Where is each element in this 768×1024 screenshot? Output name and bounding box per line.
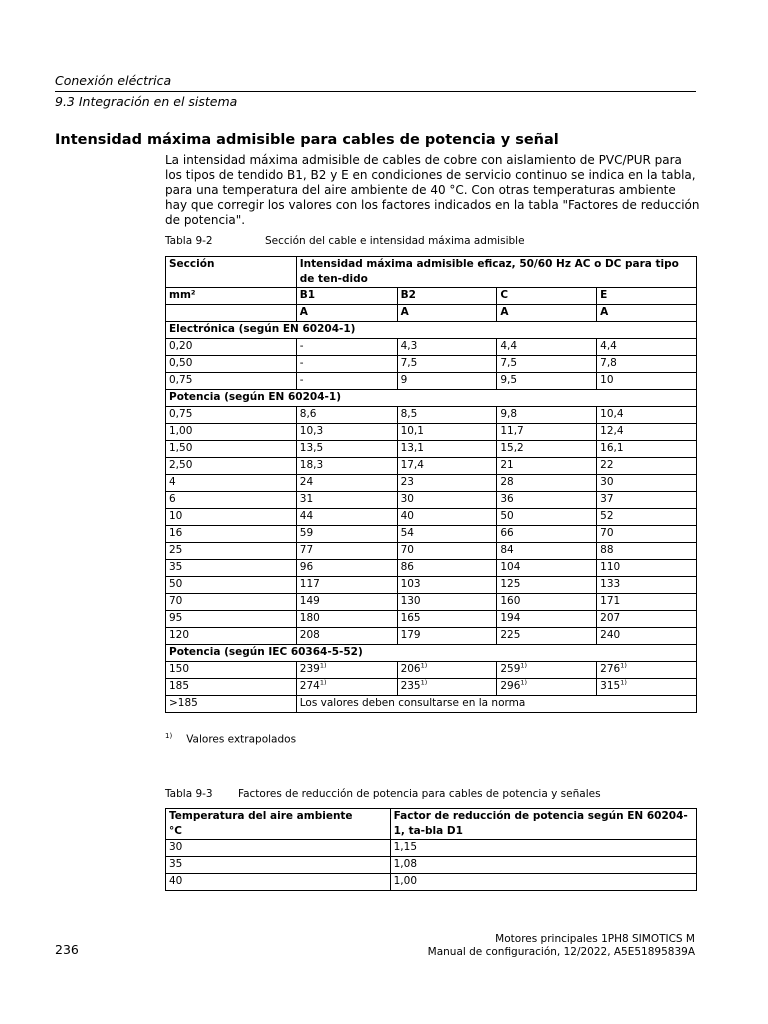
temperature-cell: 40: [166, 874, 391, 891]
current-cell: [397, 492, 497, 509]
cell-value: 9,5: [500, 374, 518, 386]
current-cell: [296, 492, 397, 509]
section-cell: [166, 662, 297, 679]
cell-value: 22: [600, 459, 614, 471]
table-row: [166, 662, 697, 679]
current-cell: [497, 339, 597, 356]
table-row: [166, 628, 697, 645]
chapter-header: Conexión eléctrica: [55, 73, 172, 88]
section-cell: [166, 475, 297, 492]
type-c: C: [497, 288, 597, 305]
section-cell: [166, 407, 297, 424]
section-header: 9.3 Integración en el sistema: [55, 94, 238, 109]
cell-value: 44: [299, 510, 314, 522]
table1-footnote: [165, 732, 296, 746]
current-cell: [597, 526, 697, 543]
section-cell: >185: [166, 696, 297, 713]
cell-value: 149: [299, 595, 320, 607]
current-cell: [397, 509, 497, 526]
unit-c: A: [497, 305, 597, 322]
derating-header-temp-label: Temperatura del aire ambiente: [169, 810, 353, 822]
cell-value: 54: [400, 527, 414, 539]
derating-table-body: [166, 809, 697, 891]
cell-value: 179: [400, 629, 421, 641]
current-cell: [296, 339, 397, 356]
group-title: Electrónica (según EN 60204-1): [166, 322, 697, 339]
table1-caption: [165, 235, 525, 247]
cell-value: 17,4: [400, 459, 424, 471]
cell-value: 70: [400, 544, 414, 556]
footnote-ref: 1): [319, 661, 327, 670]
group-header-row: [166, 322, 697, 339]
cell-value: 4,3: [400, 340, 418, 352]
current-cell: [497, 475, 597, 492]
current-cell: [397, 339, 497, 356]
table1-caption-number: Tabla 9-2: [165, 235, 213, 247]
unit-empty: [166, 305, 297, 322]
current-cell: [497, 560, 597, 577]
table2-caption: [165, 788, 601, 800]
cell-value: 84: [500, 544, 514, 556]
table-row: [166, 356, 697, 373]
cell-value: 130: [400, 595, 421, 607]
cell-value: 70: [600, 527, 614, 539]
current-cell: [397, 679, 497, 696]
table-row: [166, 458, 697, 475]
table-row: [166, 577, 697, 594]
cell-value: 4,4: [500, 340, 518, 352]
cell-value: 8,5: [400, 408, 418, 420]
cell-value: 16,1: [600, 442, 624, 454]
table-row: [166, 407, 697, 424]
section-cell: [166, 526, 297, 543]
cell-value: 125: [500, 578, 521, 590]
unit-label: mm²: [166, 288, 297, 305]
derating-header-temp-unit: °C: [169, 825, 182, 837]
cell-value: 96: [299, 561, 314, 573]
cell-value: 117: [299, 578, 320, 590]
table-row: [166, 526, 697, 543]
section-cell: [166, 611, 297, 628]
cell-value: 88: [600, 544, 614, 556]
current-cell: [497, 492, 597, 509]
cell-value: 70: [169, 595, 183, 607]
current-cell: [296, 594, 397, 611]
current-cell: [397, 526, 497, 543]
derating-row: [166, 840, 697, 857]
table-type-row: [166, 288, 697, 305]
table-row: [166, 611, 697, 628]
cell-value: 10,4: [600, 408, 624, 420]
current-cell: [296, 441, 397, 458]
current-cell: [397, 407, 497, 424]
unit-b2: A: [397, 305, 497, 322]
section-cell: [166, 577, 297, 594]
temperature-cell: 30: [166, 840, 391, 857]
group-header-row: [166, 390, 697, 407]
current-cell: [397, 441, 497, 458]
cell-value: 7,5: [500, 357, 518, 369]
cell-value: 160: [500, 595, 521, 607]
current-cell: [497, 611, 597, 628]
footnote-ref: 1): [420, 661, 428, 670]
cell-value: 150: [169, 663, 190, 675]
cell-value: 180: [299, 612, 320, 624]
type-b2: B2: [397, 288, 497, 305]
table-row: [166, 373, 697, 390]
current-table-body: [166, 257, 697, 713]
current-cell: [597, 611, 697, 628]
current-cell: [397, 594, 497, 611]
cell-value: 21: [500, 459, 514, 471]
cell-value: 7,5: [400, 357, 418, 369]
current-cell: [597, 628, 697, 645]
current-cell: [497, 662, 597, 679]
current-cell: [296, 526, 397, 543]
current-cell: [296, 509, 397, 526]
table-row: [166, 679, 697, 696]
current-cell: [497, 594, 597, 611]
current-cell: [597, 594, 697, 611]
cell-value: 10: [600, 374, 614, 386]
cell-value: 6: [169, 493, 176, 505]
cell-value: 120: [169, 629, 190, 641]
footnote-ref: 1): [420, 678, 428, 687]
cell-value: 235: [400, 680, 421, 692]
table1-caption-text: Sección del cable e intensidad máxima admisible: [265, 235, 525, 247]
cell-value: 23: [400, 476, 414, 488]
cell-value: 11,7: [500, 425, 524, 437]
current-cell: [597, 458, 697, 475]
cell-value: 35: [169, 561, 183, 573]
current-cell: [497, 543, 597, 560]
current-cell: [397, 475, 497, 492]
cell-value: 7,8: [600, 357, 617, 369]
current-cell: [497, 679, 597, 696]
header-current: Intensidad máxima admisible eficaz, 50/60 Hz AC o DC para tipo de ten-dido: [296, 257, 696, 288]
section-cell: [166, 458, 297, 475]
current-cell: [296, 458, 397, 475]
section-cell: [166, 373, 297, 390]
type-b1: B1: [296, 288, 397, 305]
type-e: E: [597, 288, 697, 305]
cell-value: 86: [400, 561, 414, 573]
footnote-ref: 1): [520, 678, 528, 687]
section-cell: [166, 560, 297, 577]
current-cell: [397, 356, 497, 373]
table-row: [166, 492, 697, 509]
cell-value: 165: [400, 612, 421, 624]
last-row: [166, 696, 697, 713]
current-cell: [497, 373, 597, 390]
cell-value: 8,6: [299, 408, 317, 420]
cell-value: 0,75: [169, 408, 193, 420]
current-cell: [497, 407, 597, 424]
cell-value: 0,20: [169, 340, 193, 352]
current-cell: [397, 543, 497, 560]
table-row: [166, 475, 697, 492]
section-cell: [166, 441, 297, 458]
cell-value: 103: [400, 578, 421, 590]
table-row: [166, 424, 697, 441]
footnote-ref: 1): [319, 678, 327, 687]
cell-value: 240: [600, 629, 621, 641]
current-cell: [597, 407, 697, 424]
table-unit-row: [166, 305, 697, 322]
current-cell: [597, 475, 697, 492]
current-cell: [497, 356, 597, 373]
current-cell: [397, 424, 497, 441]
current-cell: [296, 611, 397, 628]
section-cell: [166, 492, 297, 509]
unit-b1: A: [296, 305, 397, 322]
derating-row: [166, 874, 697, 891]
section-cell: [166, 679, 297, 696]
current-cell: [497, 577, 597, 594]
current-cell: [296, 356, 397, 373]
cell-value: 77: [299, 544, 314, 556]
current-cell: [296, 543, 397, 560]
cell-value: 18,3: [299, 459, 324, 471]
cell-value: -: [299, 340, 304, 352]
cell-value: 25: [169, 544, 183, 556]
current-cell: [497, 509, 597, 526]
cell-value: 30: [400, 493, 414, 505]
cell-value: 40: [400, 510, 414, 522]
factor-cell: 1,15: [390, 840, 696, 857]
group-title: Potencia (según EN 60204-1): [166, 390, 697, 407]
cell-value: 50: [500, 510, 514, 522]
cell-value: 1,00: [169, 425, 193, 437]
table2-caption-number: Tabla 9-3: [165, 788, 213, 800]
current-cell: [497, 526, 597, 543]
cell-value: 24: [299, 476, 314, 488]
temperature-cell: 35: [166, 857, 391, 874]
footnote-ref: 1): [620, 678, 627, 687]
table-row: [166, 509, 697, 526]
current-cell: [296, 628, 397, 645]
cell-value: 225: [500, 629, 521, 641]
doc-title: Motores principales 1PH8 SIMOTICS M: [495, 933, 695, 945]
current-cell: [597, 577, 697, 594]
table-row: [166, 339, 697, 356]
section-cell: [166, 509, 297, 526]
cell-value: 0,75: [169, 374, 193, 386]
section-title: Intensidad máxima admisible para cables de potencia y señal: [55, 132, 559, 148]
current-cell: [597, 662, 697, 679]
cell-value: 13,1: [400, 442, 424, 454]
derating-header-temp: [166, 809, 391, 840]
section-cell: [166, 594, 297, 611]
cell-value: 4: [169, 476, 176, 488]
table2-caption-text: Factores de reducción de potencia para cables de potencia y señales: [238, 788, 601, 800]
current-cell: [397, 628, 497, 645]
cell-value: 15,2: [500, 442, 524, 454]
current-cell: [597, 509, 697, 526]
cell-value: 50: [169, 578, 183, 590]
current-cell: [497, 424, 597, 441]
section-cell: [166, 543, 297, 560]
document-footer: [428, 933, 695, 959]
derating-header-row: [166, 809, 697, 840]
cell-value: 9: [400, 374, 408, 386]
cell-value: 16: [169, 527, 183, 539]
cell-value: 185: [169, 680, 190, 692]
current-cell: [397, 611, 497, 628]
current-cell: [497, 628, 597, 645]
table-row: [166, 441, 697, 458]
current-cell: [397, 373, 497, 390]
group-title: Potencia (según IEC 60364-5-52): [166, 645, 697, 662]
current-cell: [397, 560, 497, 577]
cell-value: 66: [500, 527, 514, 539]
current-cell: [497, 458, 597, 475]
cell-value: 206: [400, 663, 421, 675]
cell-value: 4,4: [600, 340, 617, 352]
cell-value: 37: [600, 493, 614, 505]
cell-value: 110: [600, 561, 621, 573]
section-cell: [166, 339, 297, 356]
cell-value: 36: [500, 493, 514, 505]
section-cell: [166, 424, 297, 441]
cell-value: 9,8: [500, 408, 518, 420]
current-cell: [597, 441, 697, 458]
cell-value: 171: [600, 595, 621, 607]
cell-value: 239: [299, 663, 320, 675]
table-row: [166, 543, 697, 560]
page-number: 236: [55, 942, 79, 957]
cell-value: 28: [500, 476, 514, 488]
current-cell: [597, 424, 697, 441]
cell-value: 2,50: [169, 459, 193, 471]
unit-e: A: [597, 305, 697, 322]
cell-value: 315: [600, 680, 621, 692]
current-cell: [597, 492, 697, 509]
current-cell: [597, 373, 697, 390]
cell-value: 13,5: [299, 442, 324, 454]
current-cell: [296, 560, 397, 577]
cell-value: 194: [500, 612, 521, 624]
cell-value: 31: [299, 493, 314, 505]
footnote-ref: 1): [620, 661, 627, 670]
current-cell: [397, 577, 497, 594]
factor-cell: 1,00: [390, 874, 696, 891]
cell-value: 274: [299, 680, 320, 692]
cell-value: 52: [600, 510, 614, 522]
cell-value: 1,50: [169, 442, 193, 454]
cell-value: 30: [600, 476, 614, 488]
current-cell: [296, 373, 397, 390]
cell-value: 10,1: [400, 425, 424, 437]
cell-value: 10: [169, 510, 183, 522]
cell-value: 10,3: [299, 425, 324, 437]
table-header-row: [166, 257, 697, 288]
cell-value: 95: [169, 612, 183, 624]
footnote-text: Valores extrapolados: [186, 733, 297, 746]
factor-cell: 1,08: [390, 857, 696, 874]
current-cell: [497, 441, 597, 458]
cell-value: 296: [500, 680, 521, 692]
doc-subtitle: Manual de configuración, 12/2022, A5E51895839A: [427, 946, 695, 958]
current-cell: [296, 679, 397, 696]
intro-paragraph: La intensidad máxima admisible de cables de cobre con aislamiento de PVC/PUR para los tipos de tendido B1, B2 y E en condiciones de servicio continuo se indica en la tabla, para una temperatura del aire ambiente de 40 °C. Con otras temperaturas ambiente hay que corregir los valores con los factores indicados en la tabla "Factores de reducción de potencia".: [165, 153, 700, 227]
current-cell: [397, 458, 497, 475]
cell-value: -: [299, 357, 304, 369]
cell-value: 0,50: [169, 357, 193, 369]
cell-value: 12,4: [600, 425, 624, 437]
current-cell: [296, 475, 397, 492]
cell-value: 207: [600, 612, 621, 624]
table-row: [166, 594, 697, 611]
current-cell: [597, 339, 697, 356]
cell-value: 133: [600, 578, 621, 590]
derating-row: [166, 857, 697, 874]
cell-value: 259: [500, 663, 521, 675]
current-cell: [597, 679, 697, 696]
header-section: Sección: [166, 257, 297, 288]
note-cell: Los valores deben consultarse en la norma: [296, 696, 696, 713]
current-cell: [296, 407, 397, 424]
current-cell: [296, 662, 397, 679]
current-table: [165, 256, 697, 713]
group-header-row: [166, 645, 697, 662]
current-cell: [597, 543, 697, 560]
cell-value: 208: [299, 629, 320, 641]
section-cell: [166, 628, 297, 645]
section-cell: [166, 356, 297, 373]
header-rule: [55, 91, 696, 92]
footnote-marker: 1): [165, 732, 173, 740]
cell-value: -: [299, 374, 304, 386]
footnote-ref: 1): [520, 661, 528, 670]
table-row: [166, 560, 697, 577]
cell-value: 276: [600, 663, 621, 675]
cell-value: 104: [500, 561, 521, 573]
current-cell: [597, 560, 697, 577]
current-cell: [397, 662, 497, 679]
current-cell: [296, 424, 397, 441]
derating-table: [165, 808, 697, 891]
derating-header-factor: Factor de reducción de potencia según EN 60204-1, ta-bla D1: [390, 809, 696, 840]
current-cell: [296, 577, 397, 594]
current-cell: [597, 356, 697, 373]
cell-value: 59: [299, 527, 314, 539]
